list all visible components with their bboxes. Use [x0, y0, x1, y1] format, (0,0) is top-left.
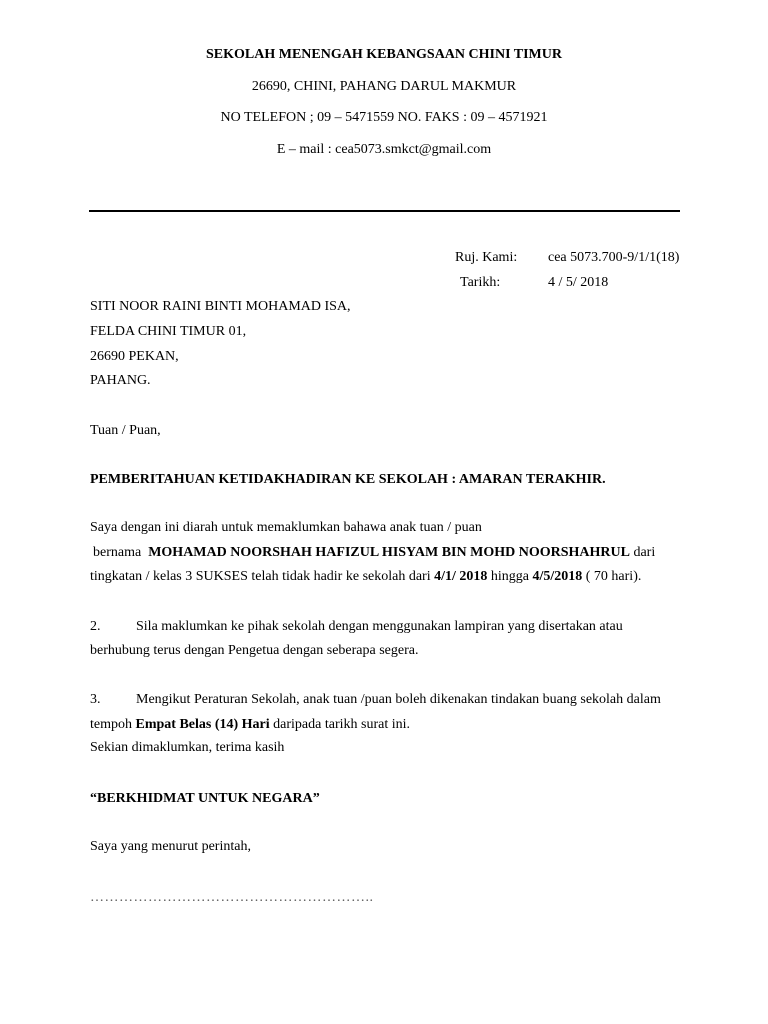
school-name: SEKOLAH MENENGAH KEBANGSAAN CHINI TIMUR — [205, 47, 562, 62]
para3-line2-prefix: tempoh — [90, 717, 132, 732]
para1-named-suffix: dari — [633, 545, 656, 560]
motto: “BERKHIDMAT UNTUK NEGARA” — [90, 791, 320, 806]
school-phone-fax: NO TELEFON ; 09 – 5471559 NO. FAKS : 09 – 4571921 — [220, 110, 548, 125]
reference-value: cea 5073.700-9/1/1(18) — [548, 250, 680, 265]
para1-line2 — [93, 544, 655, 562]
recipient-address-line2: 26690 PEKAN, — [90, 349, 179, 364]
student-name: MOHAMAD NOORSHAH HAFIZUL HISYAM BIN MOHD NOORSHAHRUL — [148, 545, 630, 560]
para1-line3 — [90, 568, 641, 586]
recipient-address-line3: PAHANG. — [90, 373, 151, 388]
signoff: Saya yang menurut perintah, — [90, 839, 251, 854]
salutation: Tuan / Puan, — [90, 423, 161, 438]
recipient-name: SITI NOOR RAINI BINTI MOHAMAD ISA, — [90, 299, 351, 314]
school-email: E – mail : cea5073.smkct@gmail.com — [276, 142, 492, 157]
para1-line1: Saya dengan ini diarah untuk memaklumkan bahawa anak tuan / puan — [90, 520, 482, 535]
notice-period: Empat Belas (14) Hari — [135, 717, 270, 732]
closing-remark: Sekian dimaklumkan, terima kasih — [90, 740, 285, 755]
reference-label: Ruj. Kami: — [455, 250, 518, 265]
para2-number: 2. — [90, 619, 101, 634]
para2-line2: berhubung terus dengan Pengetua dengan seberapa segera. — [90, 643, 419, 658]
signature-line: ………………………………………………….. — [90, 890, 374, 905]
recipient-address-line1: FELDA CHINI TIMUR 01, — [90, 324, 247, 339]
para3-number: 3. — [90, 692, 101, 707]
para3-line2-suffix: daripada tarikh surat ini. — [273, 717, 410, 732]
absence-date-from: 4/1/ 2018 — [434, 569, 488, 584]
para3-line2 — [90, 716, 410, 734]
para2-line1: Sila maklumkan ke pihak sekolah dengan menggunakan lampiran yang disertakan atau — [136, 619, 623, 634]
para1-line3-prefix: tingkatan / kelas 3 SUKSES telah tidak hadir ke sekolah dari — [90, 569, 431, 584]
absence-days: ( 70 hari). — [585, 569, 642, 584]
header-divider — [89, 210, 680, 212]
date-label: Tarikh: — [460, 275, 501, 290]
school-address: 26690, CHINI, PAHANG DARUL MAKMUR — [251, 79, 517, 94]
letter-subject: PEMBERITAHUAN KETIDAKHADIRAN KE SEKOLAH : AMARAN TERAKHIR. — [90, 472, 606, 487]
absence-date-to: 4/5/2018 — [532, 569, 583, 584]
para1-named-prefix: bernama — [93, 545, 142, 560]
para3-line1: Mengikut Peraturan Sekolah, anak tuan /puan boleh dikenakan tindakan buang sekolah dalam — [136, 692, 661, 707]
para1-until: hingga — [490, 569, 529, 584]
date-value: 4 / 5/ 2018 — [548, 275, 609, 290]
